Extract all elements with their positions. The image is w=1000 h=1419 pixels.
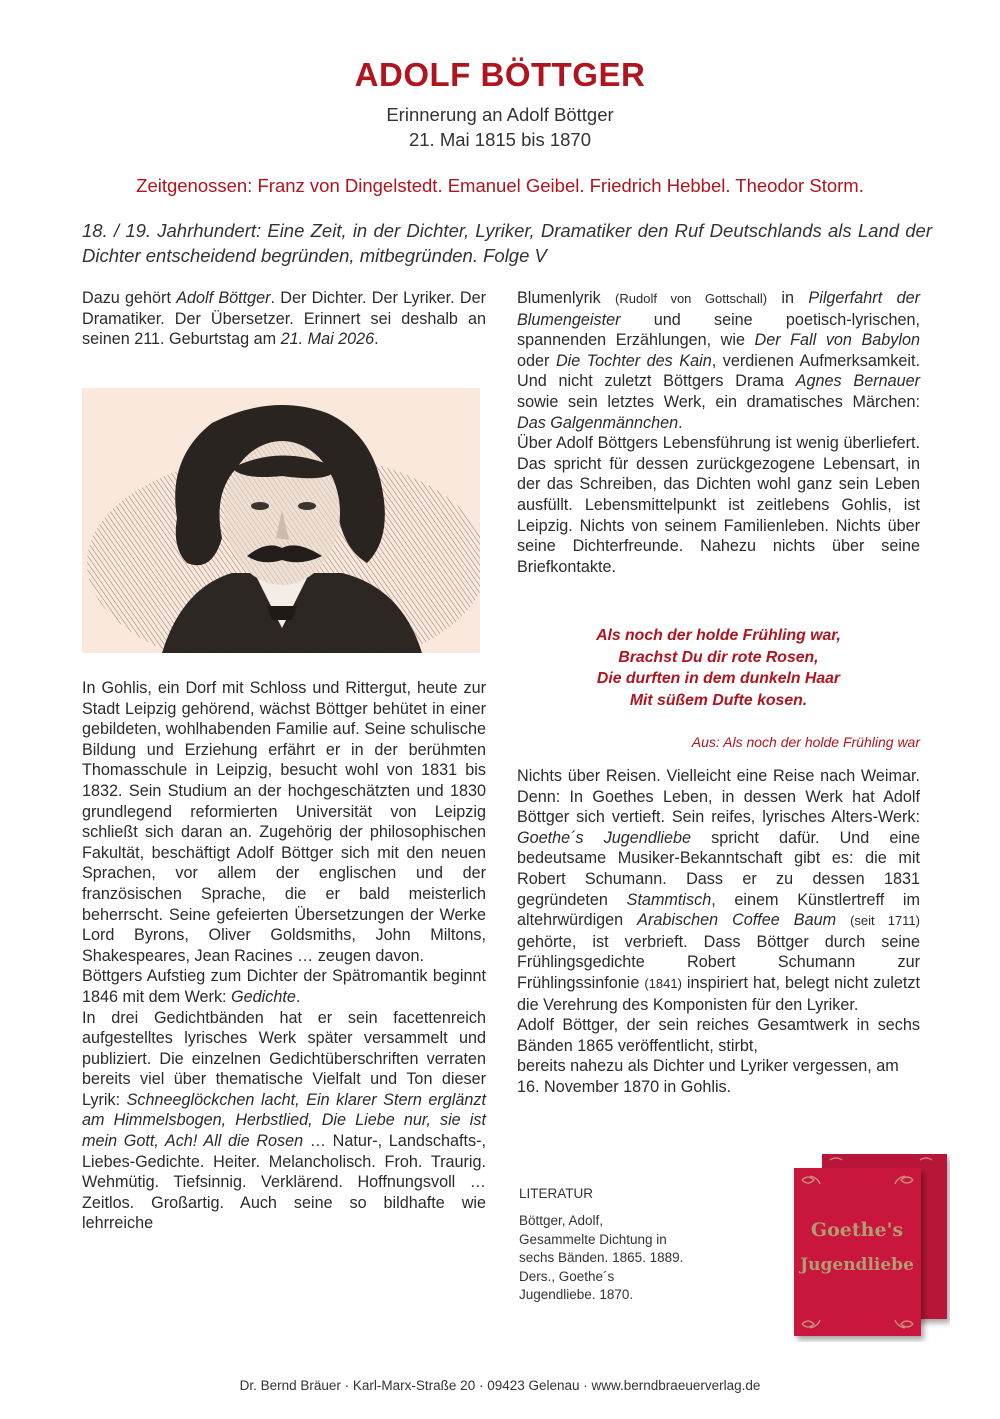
rise-paragraph [82,966,486,1007]
text: In drei Gedichtbänden hat er sein facettenreich aufgestelltes lyrisches Werk später versammelt und publiziert. Die einzelnen Gedichtüberschriften verraten bereits viel über thematische Vielfalt und Ton dieser Lyrik: [82,1008,486,1109]
work-title: Die Tochter des Kain [555,351,712,370]
text: sowie sein letztes Werk, ein dramatisches Märchen: [517,392,920,411]
text: . [374,330,379,349]
book-title-line2: Jugendliebe [800,1255,914,1275]
citation: (Rudolf von Gottschall) [615,291,768,306]
life-dates: 21. Mai 1815 bis 1870 [408,129,592,150]
portrait-engraving [82,388,480,653]
poet-name: Adolf Böttger [176,289,271,307]
poem-titles: Schneeglöckchen lacht, Ein klarer Stern erglänzt am Himmelsbogen, Herbstlied, Die Liebe nur, sie ist mein Gott, Ach! All die Rosen [82,1090,486,1151]
death-paragraph [517,1015,920,1097]
work-title: Agnes Bernauer [795,372,920,391]
work-title: Pilgerfahrt der Blumengeister [517,289,920,329]
literature-list [519,1212,749,1305]
text: bereits nahezu als Dichter und Lyriker vergessen, am 16. November 1870 in Gohlis. [517,1057,899,1096]
anniversary-date: 21. Mai 2026 [280,330,375,349]
year-note: (1841) [644,975,682,991]
text: spricht dafür. Und eine bedeutsame Musiker-Bekanntschaft gibt es: die mit Robert Schumann. Dass er zu dessen 1831 gegründeten [517,828,921,909]
contemporaries-line: Zeitgenossen: Franz von Dingelstedt. Emanuel Geibel. Friedrich Hebbel. Theodor Storm. [136,175,864,196]
poem-line: Als noch der holde Frühling war, [596,627,841,644]
stammtisch-term: Stammtisch [626,890,712,909]
year-note: (seit 1711) [850,913,920,929]
literature-line: Gesammelte Dichtung in [519,1231,667,1247]
work-title: Goethe´s Jugendliebe [517,828,692,847]
portrait-image [82,388,480,653]
text: . [678,413,683,432]
book-covers [770,1152,950,1342]
work-title: Der Fall von Babylon [754,331,920,350]
right-column-bottom [517,766,920,1098]
text: Nichts über Reisen. Vielleicht eine Reise nach Weimar. Denn: In Goethes Leben, in dessen Werk hat Adolf Böttger sich vertieft. Sein reifes, lyrisches Alters-Werk: [517,767,920,827]
intro-paragraph [82,288,486,350]
series-intro: 18. / 19. Jahrhundert: Eine Zeit, in der Dichter, Lyriker, Dramatiker den Ruf Deutschlands als Land der Dichter entscheidend begründen, mitbegründen. Folge V [82,220,932,266]
childhood-paragraph: In Gohlis, ein Dorf mit Schloss und Rittergut, heute zur Stadt Leipzig gehörend, wächst Böttger behütet in einer gebildeten, wohlhabenden Familie auf. Seine schulische Bildung und Erziehung erfährt er in der berühmten Thomasschule in Leipzig, besucht wohl von 1831 bis 1832. Sein Studium an der hochgeschätzten und 1830 grundlegend reformierten Universität von Leipzig schließt sich daran an. Zugehörig der philosophischen Fakultät, beschäftigt Adolf Böttger sich mit den neuen Sprachen, vor allem der englischen und der französischen Sprache, die er bald meisterlich beherrscht. Seine gefeierten Übersetzungen der Werke Lord Byrons, Oliver Goldsmiths, John Miltons, Shakespeares, Jean Racines … zeugen davon. [82,679,486,965]
works-paragraph [517,288,920,433]
poem-line: Die durften in dem dunkeln Haar [596,670,841,687]
poem-line: Brachst Du dir rote Rosen, [618,648,819,666]
left-column-body [82,678,486,1234]
text: . Der Dichter. Der Lyriker. Der Dramatiker. Der Übersetzer. Erinnert sei deshalb an seinen 211. Geburtstag am [82,289,487,349]
venue-name: Arabischen Coffee Baum [637,911,837,930]
lifestyle-paragraph: Über Adolf Böttgers Lebensführung ist wenig überliefert. Das spricht für dessen zurückgezogene Lebensart, in der das Schreiben, das Dichten wohl ganz sein Leben ausfüllt. Lebensmittelpunkt ist zeitlebens Gohlis, ist Leipzig. Nichts von seinem Familienleben. Nichts über seine Dichterfreunde. Nahezu nichts über seine Briefkontakte. [517,434,920,576]
text: in [767,289,809,307]
page-subtitle: Erinnerung an Adolf Böttger [386,104,614,125]
work-title: Das Galgenmännchen [517,413,679,432]
book-cover-image [770,1152,950,1342]
page-title: ADOLF BÖTTGER [354,56,646,93]
poem-line: Mit süßem Dufte kosen. [629,691,808,709]
literature-line: Böttger, Adolf, [519,1213,604,1228]
goethe-schumann-paragraph [517,766,920,1015]
poem-source: Aus: Als noch der holde Frühling war [691,734,920,750]
text: , verdienen Aufmerksamkeit. Und nicht zuletzt Böttgers Drama [517,351,920,391]
text [836,911,850,929]
text: … Natur-, Landschafts-, Liebes-Gedichte. Heiter. Melancholisch. Froh. Traurig. Wehmütig. Tiefsinnig. Verklärend. Hoffnungsvoll … Zeitlos. Großartig. Auch seine so bildhafte wie lehrreiche [82,1132,486,1233]
literature-line: sechs Bänden. 1865. 1889. [519,1250,684,1265]
text: . [295,987,301,1006]
poetry-volumes-paragraph [82,1008,486,1235]
poem-quote [517,625,920,711]
literature-line: Jugendliebe. 1870. [519,1287,634,1302]
right-column-top [517,288,920,577]
text: inspiriert hat, belegt nicht zuletzt die Verehrung des Komponisten für den Lyriker. [517,973,920,1014]
text: Blumenlyrik [517,289,616,307]
book-title-line1: Goethe's [810,1219,904,1241]
left-column-intro [82,288,486,350]
text: oder [517,351,556,370]
text: Dazu gehört [82,289,177,307]
literature-heading: LITERATUR [519,1186,594,1201]
literature-line: Ders., Goethe´s [519,1268,615,1284]
text: Böttgers Aufstieg zum Dichter der Spätromantik beginnt 1846 mit dem Werk: [82,967,486,1006]
work-title: Gedichte [231,987,296,1006]
text: Adolf Böttger, der sein reiches Gesamtwerk in sechs Bänden 1865 veröffentlicht, stirbt, [517,1016,920,1055]
text: gehörte, ist verbrieft. Dass Böttger durch seine Frühlingsgedichte Robert Schumann zur Frühlingssinfonie [517,932,920,992]
publisher-footer: Dr. Bernd Bräuer · Karl-Marx-Straße 20 · 09423 Gelenau · www.berndbraeuerverlag.de [239,1378,761,1393]
text: und seine poetisch-lyrischen, spannenden Erzählungen, wie [517,310,920,350]
text: , einem Künstlertreff im altehrwürdigen [517,890,920,930]
